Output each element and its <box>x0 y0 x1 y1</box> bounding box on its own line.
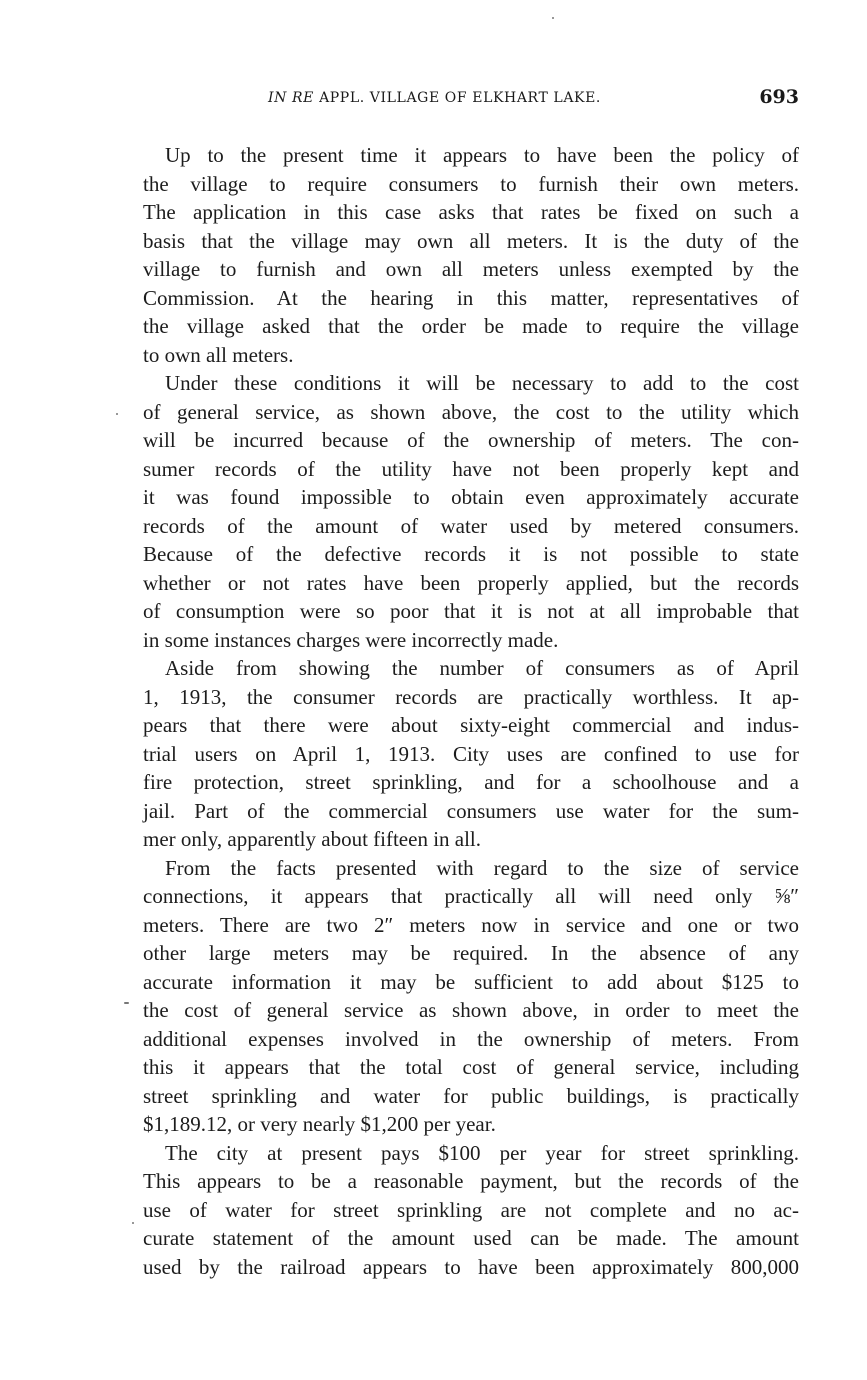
text-line: whether or not rates have been properly applied, but the records <box>143 570 799 595</box>
text-line: Commission. At the hearing in this matter, representatives of <box>143 285 799 310</box>
text-line: use of water for street sprinkling are not complete and no ac- <box>143 1197 799 1222</box>
text-line: mer only, apparently about fifteen in all. <box>143 827 482 851</box>
body-text <box>143 141 799 1281</box>
text-line: used by the railroad appears to have been approximately 800,000 <box>143 1254 799 1279</box>
text-line: street sprinkling and water for public buildings, is practically <box>143 1083 799 1108</box>
scan-speck <box>132 1222 134 1224</box>
text-line: curate statement of the amount used can be made. The amount <box>143 1226 799 1250</box>
scan-speck <box>116 413 118 415</box>
running-title-rest: APPL. VILLAGE OF ELKHART LAKE. <box>319 90 601 106</box>
text-line: jail. Part of the commercial consumers use water for the sum- <box>143 798 799 823</box>
text-line: in some instances charges were incorrectly made. <box>143 627 559 652</box>
text-line: accurate information it may be sufficient to add about $125 to <box>143 969 799 994</box>
text-line: meters. There are two 2″ meters now in service and one or two <box>143 912 799 937</box>
text-line: Up to the present time it appears to have been the policy of <box>165 143 799 167</box>
text-line: village to furnish and own all meters unless exempted by the <box>143 257 799 281</box>
text-line: trial users on April 1, 1913. City uses are confined to use for <box>143 741 799 766</box>
text-line: This appears to be a reasonable payment, but the records of the <box>143 1169 799 1193</box>
text-line: Under these conditions it will be necessary to add to the cost <box>165 371 799 395</box>
text-line: Aside from showing the number of consumers as of April <box>165 656 799 680</box>
text-line: this it appears that the total cost of general service, including <box>143 1055 799 1079</box>
text-line: $1,189.12, or very nearly $1,200 per year. <box>143 1112 496 1136</box>
text-line: the village to require consumers to furnish their own meters. <box>143 171 799 196</box>
text-line: the village asked that the order be made to require the village <box>143 314 799 338</box>
text-line: of general service, as shown above, the cost to the utility which <box>143 399 799 424</box>
paragraph-5 <box>143 1139 799 1282</box>
text-line: connections, it appears that practically all will need only ⅝″ <box>143 884 799 908</box>
text-line: From the facts presented with regard to the size of service <box>165 855 799 880</box>
text-line: of consumption were so poor that it is not at all improbable that <box>143 599 799 623</box>
text-line: it was found impossible to obtain even approximately accurate <box>143 485 799 509</box>
text-line: records of the amount of water used by metered consumers. <box>143 513 799 538</box>
text-line: Because of the defective records it is not possible to state <box>143 542 799 566</box>
text-line: additional expenses involved in the ownership of meters. From <box>143 1026 799 1051</box>
paragraph-2 <box>143 369 799 654</box>
text-line: the cost of general service as shown above, in order to meet the <box>143 998 799 1022</box>
running-title <box>268 90 601 106</box>
text-line: The application in this case asks that rates be fixed on such a <box>143 200 799 224</box>
text-line: fire protection, street sprinkling, and for a schoolhouse and a <box>143 770 799 794</box>
running-title-italic: IN RE <box>268 90 314 106</box>
text-line: pears that there were about sixty-eight commercial and indus- <box>143 713 799 737</box>
text-line: basis that the village may own all meters. It is the duty of the <box>143 228 799 253</box>
paragraph-1 <box>143 141 799 369</box>
text-line: The city at present pays $100 per year for street sprinkling. <box>165 1140 799 1165</box>
running-head <box>143 86 799 112</box>
paragraph-3 <box>143 654 799 854</box>
paragraph-4 <box>143 854 799 1139</box>
page-number: 693 <box>759 86 799 108</box>
scan-speck <box>124 1002 129 1004</box>
text-line: to own all meters. <box>143 342 294 367</box>
text-line: other large meters may be required. In the absence of any <box>143 941 799 965</box>
text-line: 1, 1913, the consumer records are practically worthless. It ap- <box>143 684 799 709</box>
text-line: sumer records of the utility have not been properly kept and <box>143 456 799 481</box>
scan-speck <box>552 17 554 19</box>
text-line: will be incurred because of the ownership of meters. The con- <box>143 428 799 452</box>
